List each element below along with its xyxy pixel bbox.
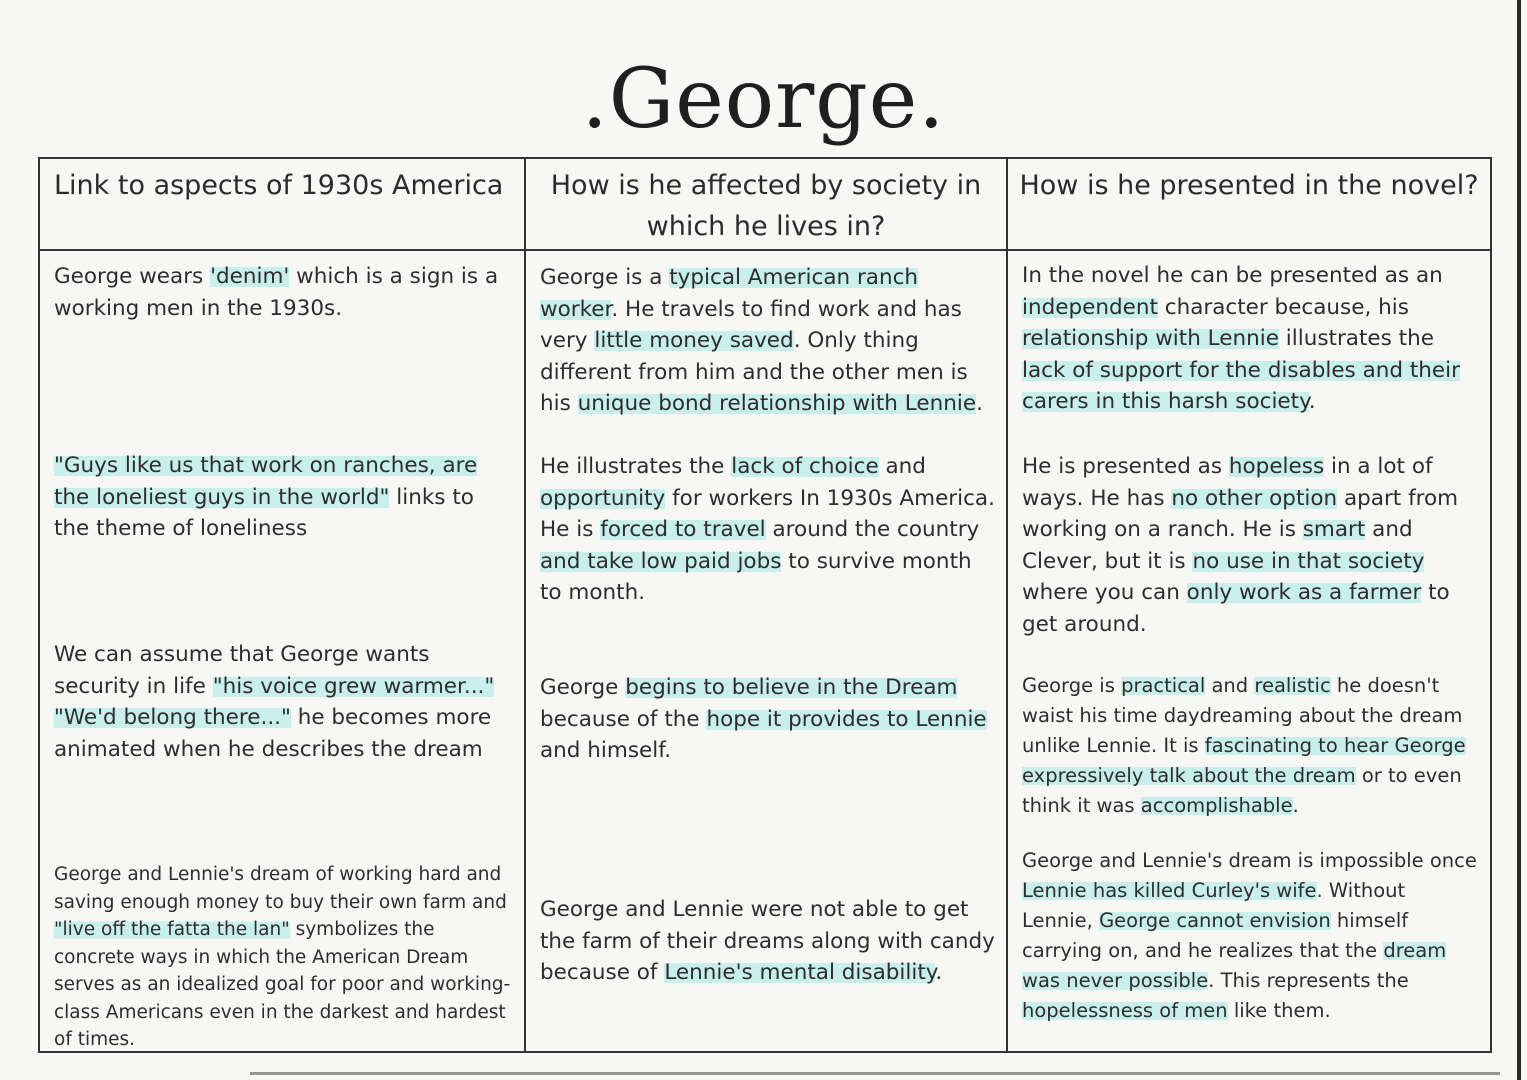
text-run: George wears bbox=[54, 264, 211, 289]
highlighted-text: practical bbox=[1121, 674, 1206, 697]
text-run: which is a sign is a working men in the 1930s. bbox=[54, 264, 499, 321]
george-analysis-table bbox=[38, 157, 1492, 1053]
text-run: In the novel he can be presented as an bbox=[1022, 263, 1443, 288]
header-presented-in-novel: How is he presented in the novel? bbox=[1007, 158, 1491, 250]
text-run: to get around. bbox=[1022, 580, 1450, 637]
text-run: George and Lennie were not able to get the farm of their dreams along with candy because of bbox=[540, 897, 995, 985]
text-run: and bbox=[1205, 674, 1255, 697]
highlighted-text: begins to believe in the Dream bbox=[625, 675, 958, 700]
highlighted-text: opportunity bbox=[540, 485, 666, 511]
paragraph bbox=[540, 894, 998, 989]
text-run: and Clever, but it is bbox=[1022, 517, 1413, 574]
text-run: in a lot of ways. He has bbox=[1022, 454, 1433, 511]
highlighted-text: little money saved bbox=[594, 328, 794, 353]
highlighted-text: "live off the fatta the lan" bbox=[54, 919, 290, 940]
text-run: George is bbox=[1022, 674, 1122, 697]
text-run: and himself. bbox=[540, 738, 672, 763]
highlighted-text: forced to travel bbox=[600, 517, 766, 542]
highlighted-text: no use in that society bbox=[1192, 548, 1425, 574]
highlighted-text: relationship with Lennie bbox=[1022, 326, 1279, 351]
column-aspects-1930s bbox=[39, 250, 525, 1052]
text-run: We can assume that George wants security in life bbox=[54, 642, 430, 699]
highlighted-text: "We'd belong there..." bbox=[54, 705, 291, 730]
text-run: George and Lennie's dream is impossible once bbox=[1022, 849, 1477, 872]
paragraph bbox=[1022, 451, 1482, 640]
page-edge-shadow bbox=[1517, 0, 1521, 1080]
text-run: for workers In 1930s America. He is bbox=[540, 485, 995, 542]
text-run: where you can bbox=[1022, 580, 1187, 605]
text-run: He illustrates the bbox=[540, 454, 732, 479]
text-run: He is presented as bbox=[1022, 454, 1229, 479]
text-run: himself carrying on, and he realizes that the bbox=[1022, 909, 1409, 962]
highlighted-text: only work as a farmer bbox=[1186, 580, 1422, 605]
highlighted-text: 'denim' bbox=[210, 264, 290, 289]
highlighted-text: lack of choice bbox=[731, 454, 879, 479]
text-run: apart from working on a ranch. He is bbox=[1022, 485, 1459, 542]
paragraph bbox=[1022, 846, 1482, 1026]
text-run: illustrates the bbox=[1278, 326, 1434, 351]
text-run: George bbox=[540, 675, 626, 700]
text-run: . bbox=[935, 960, 943, 985]
content-row bbox=[39, 250, 1491, 1052]
highlighted-text: fascinating to hear George expressively talk about the dream bbox=[1022, 734, 1466, 787]
highlighted-text: smart bbox=[1302, 517, 1366, 542]
column-presented-in-novel bbox=[1007, 250, 1491, 1052]
page-title: .George. bbox=[581, 52, 946, 147]
text-run: like them. bbox=[1227, 999, 1331, 1022]
highlighted-text: realistic bbox=[1254, 674, 1331, 697]
highlighted-text: hope it provides to Lennie bbox=[706, 706, 987, 732]
paragraph bbox=[54, 450, 516, 545]
text-run: and bbox=[878, 454, 926, 479]
text-run: character because, his bbox=[1157, 294, 1409, 320]
text-run: . He travels to find work and has very bbox=[540, 296, 962, 353]
header-affected-by-society: How is he affected by society in which he lives in? bbox=[525, 158, 1007, 250]
text-run: George is a bbox=[540, 265, 670, 290]
header-aspects-1930s: Link to aspects of 1930s America bbox=[39, 158, 525, 250]
header-row bbox=[39, 158, 1491, 250]
text-run: George and Lennie's dream of working hard and saving enough money to buy their own farm and bbox=[54, 864, 507, 913]
text-run: to survive month to month. bbox=[540, 548, 972, 605]
paragraph bbox=[54, 639, 516, 765]
paragraph bbox=[54, 861, 516, 1054]
highlighted-text: accomplishable bbox=[1140, 794, 1293, 817]
text-run: because of the bbox=[540, 706, 707, 732]
highlighted-text: "his voice grew warmer..." bbox=[212, 673, 495, 699]
paragraph bbox=[540, 262, 998, 420]
bottom-edge-line bbox=[250, 1072, 1500, 1075]
paragraph bbox=[540, 451, 998, 609]
highlighted-text: George cannot envision bbox=[1099, 909, 1331, 932]
highlighted-text: and take low paid jobs bbox=[540, 548, 782, 574]
text-run: . Without Lennie, bbox=[1022, 879, 1406, 932]
highlighted-text: unique bond relationship with Lennie bbox=[577, 391, 977, 416]
text-run: . bbox=[1308, 389, 1316, 414]
text-run: he doesn't waist his time daydreaming about the dream unlike Lennie. It is bbox=[1022, 674, 1463, 757]
highlighted-text: Lennie has killed Curley's wife bbox=[1022, 879, 1317, 902]
text-run: links to the theme of loneliness bbox=[54, 484, 474, 541]
text-run: symbolizes the concrete ways in which the American Dream serves as an idealized goal for poor and working-class Americans even in the darkest and hardest of times. bbox=[54, 919, 511, 1050]
highlighted-text: no other option bbox=[1171, 485, 1338, 511]
highlighted-text: independent bbox=[1022, 294, 1158, 320]
text-run: . Only thing different from him and the other men is his bbox=[540, 328, 968, 416]
paragraph bbox=[540, 672, 998, 767]
highlighted-text: "Guys like us that work on ranches, are the loneliest guys in the world" bbox=[54, 453, 478, 510]
paragraph bbox=[54, 261, 516, 324]
text-run: or to even think it was bbox=[1022, 764, 1462, 817]
highlighted-text: hopelessness of men bbox=[1022, 999, 1228, 1022]
text-run: he becomes more animated when he describes the dream bbox=[54, 705, 492, 762]
text-run: . bbox=[976, 391, 983, 416]
text-run: . This represents the bbox=[1208, 969, 1409, 992]
highlighted-text: lack of support for the disables and their carers in this harsh society bbox=[1022, 357, 1460, 414]
highlighted-text: dream was never possible bbox=[1022, 939, 1447, 992]
paragraph bbox=[1022, 671, 1482, 821]
highlighted-text: typical American ranch worker bbox=[540, 265, 919, 322]
text-run: around the country bbox=[765, 517, 980, 542]
text-run: . bbox=[1292, 794, 1299, 817]
highlighted-text: hopeless bbox=[1228, 454, 1325, 479]
paragraph bbox=[1022, 260, 1482, 418]
highlighted-text: Lennie's mental disability bbox=[664, 960, 936, 985]
column-affected-by-society bbox=[525, 250, 1007, 1052]
